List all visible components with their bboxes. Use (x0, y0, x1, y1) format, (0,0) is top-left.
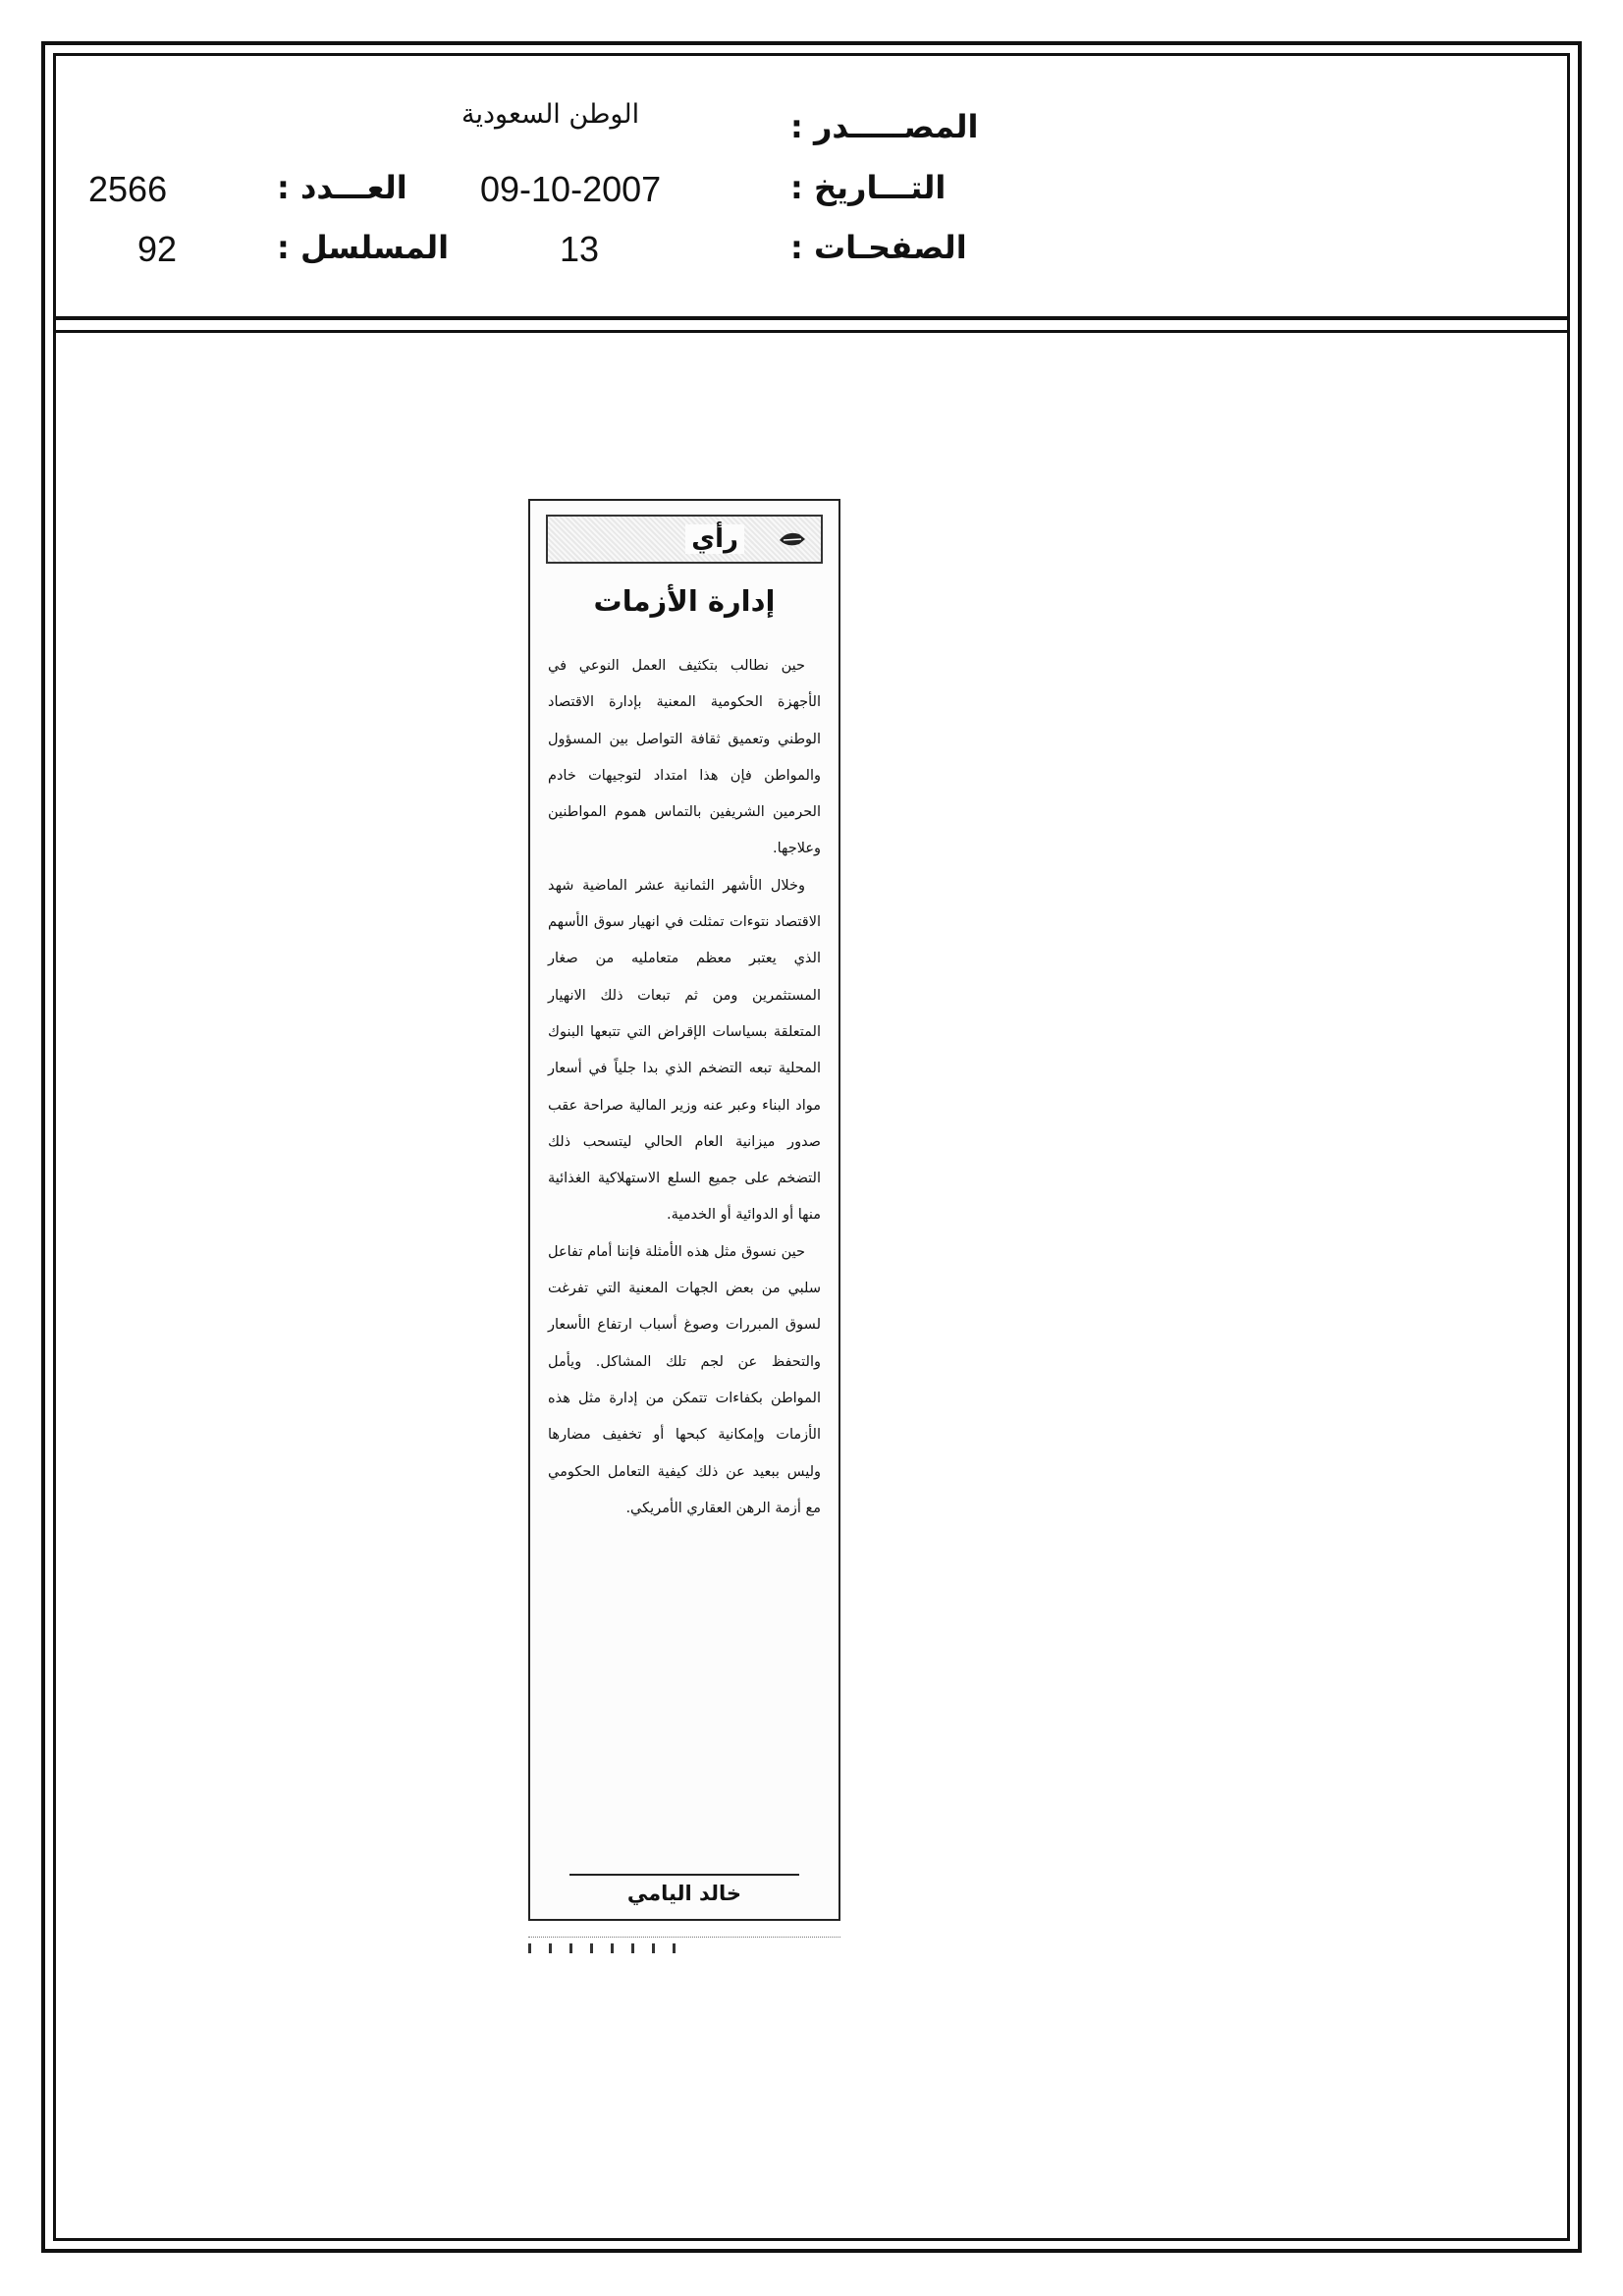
header-separator (53, 316, 1570, 320)
section-bar (546, 515, 823, 564)
pen-icon (778, 528, 807, 554)
clipping-torn-edge (528, 1937, 840, 1957)
issue-value: 2566 (88, 169, 168, 209)
serial-value: 92 (137, 229, 178, 269)
pages-value: 13 (560, 229, 600, 269)
issue-label: العـــدد : (277, 169, 407, 206)
source-value: الوطن السعودية (461, 99, 640, 130)
article-paragraph: وخلال الأشهر الثمانية عشر الماضية شهد الاقتصاد نتوءات تمثلت في انهيار سوق الأسهم الذي يعتبر معظم متعامليه من صغار المستثمرين ومن ثم تبعات ذلك الانهيار المتعلقة بسياسات الإقراض التي تتبعها البنوك المحلية تبعه التضخم الذي بدا جلياً في أسعار مواد البناء وعبر عنه وزير المالية صراحة عقب صدور ميزانية العام الحالي ليتسحب ذلك التضخم على جميع السلع الاستهلاكية الغذائية منها أو الدوائية أو الخدمية. (548, 877, 821, 1224)
pages-label: الصفحـات : (790, 229, 967, 266)
date-label: التـــاريخ : (790, 169, 947, 206)
article-body (548, 648, 821, 1527)
article-paragraph: حين نطالب بتكثيف العمل النوعي في الأجهزة الحكومية المعنية بإدارة الاقتصاد الوطني وتعميق ثقافة التواصل بين المسؤول والمواطن فإن هذا امتداد لتوجيهات خادم الحرمين الشريفين بالتماس هموم المواطنين وعلاجها. (548, 658, 821, 857)
signature-rule (569, 1874, 799, 1876)
header-separator-inner (53, 330, 1570, 333)
newspaper-clipping (528, 499, 840, 1921)
article-paragraph: حين نسوق مثل هذه الأمثلة فإننا أمام تفاعل سلبي من بعض الجهات المعنية التي تفرغت لسوق المبررات وصوغ أسباب ارتفاع الأسعار والتحفظ عن لجم تلك المشاكل. ويأمل المواطن بكفاءات تتمكن من إدارة مثل هذه الأزمات وإمكانية كبحها أو تخفيف مضارها وليس ببعيد عن ذلك كيفية التعامل الحكومي مع أزمة الرهن العقاري الأمريكي. (548, 1243, 821, 1516)
section-label: رأي (685, 524, 744, 554)
author-signature: خالد اليامي (626, 1882, 742, 1905)
article-title: إدارة الأزمات (593, 584, 776, 618)
source-label: المصـــــدر : (790, 108, 979, 145)
date-value: 09-10-2007 (480, 169, 662, 209)
serial-label: المسلسل : (277, 229, 450, 266)
